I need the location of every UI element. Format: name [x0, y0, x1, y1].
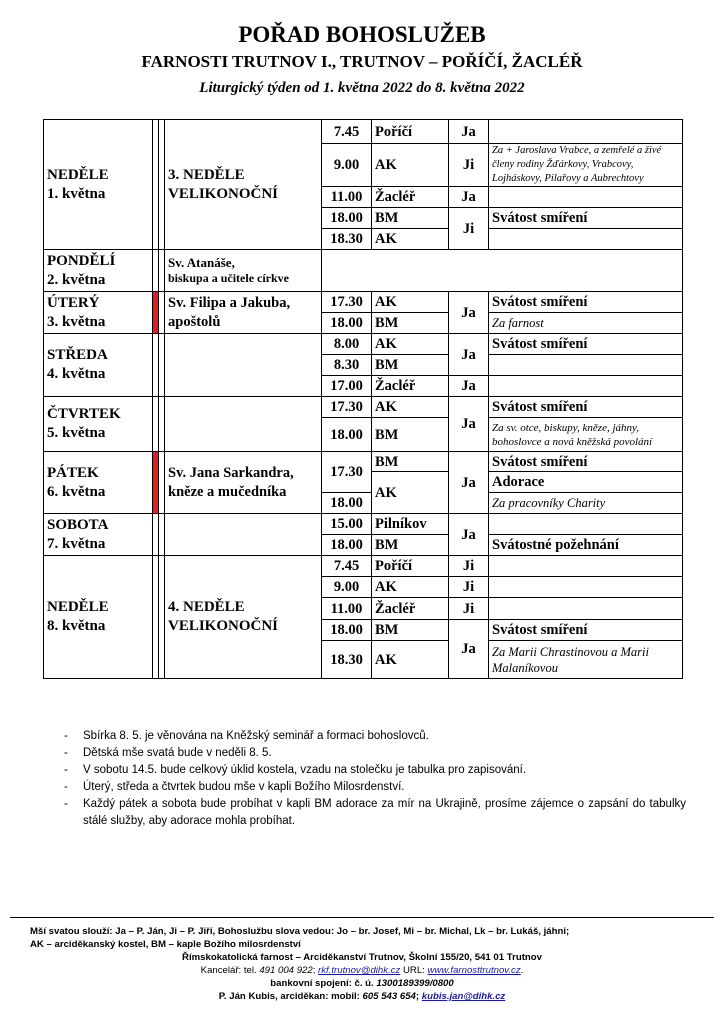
- day-cell: NEDĚLE 8. května: [44, 556, 153, 679]
- day-cell: STŘEDA 4. května: [44, 334, 153, 397]
- table-row: 11.00 Žacléř Ji: [44, 598, 683, 620]
- saint-cell: Sv. Jana Sarkandra, kněze a mučedníka: [165, 452, 322, 514]
- table-row: NEDĚLE 8. května 4. NEDĚLE VELIKONOČNÍ 7.45 Poříčí Ji: [44, 556, 683, 577]
- list-item: - Sbírka 8. 5. je věnována na Kněžský seminář a formaci bohoslovců.: [56, 728, 686, 745]
- table-row: ÚTERÝ 3. května Sv. Filipa a Jakuba, apoštolů 17.30 AK Ja Svátost smíření: [44, 292, 683, 313]
- table-row: 18.00 BM Za farnost: [44, 313, 683, 334]
- footer-divider: [10, 917, 714, 918]
- mass-intention: Za + Jaroslava Vrabce, a zemřelé a živé členy rodiny Žďárkovy, Vrabcovy, Lojháskovy, Pilařovy a Aubrechtovy: [489, 144, 683, 187]
- day-cell: ÚTERÝ 3. května: [44, 292, 153, 334]
- day-cell: PÁTEK 6. května: [44, 452, 153, 514]
- table-row: 11.00 Žacléř Ja: [44, 187, 683, 208]
- schedule-table: [43, 119, 683, 679]
- footer-legend: Mší svatou slouží: Ja – P. Ján, Ji – P. Jiří, Bohoslužbu slova vedou: Jo – br. Josef, Mi – br. Michal, Lk – br. Lukáš, jáhni;: [30, 926, 570, 937]
- table-row: PÁTEK 6. května Sv. Jana Sarkandra, kněze a mučedníka 17.30 BM Ja Svátost smíření: [44, 452, 683, 472]
- table-row: 18.00 BM Svátostné požehnání: [44, 535, 683, 556]
- feast-cell: 3. NEDĚLE VELIKONOČNÍ: [165, 120, 322, 250]
- table-row: 18.00 Za pracovníky Charity: [44, 493, 683, 514]
- day-cell: ČTVRTEK 5. května: [44, 397, 153, 452]
- list-item: - Dětská mše svatá bude v neděli 8. 5.: [56, 745, 686, 762]
- page-title: POŘAD BOHOSLUŽEB: [238, 22, 486, 47]
- table-row: 18.00 BM Ja Svátost smíření: [44, 620, 683, 641]
- table-row: ČTVRTEK 5. května 17.30 AK Ja Svátost smíření: [44, 397, 683, 418]
- page-subtitle: FARNOSTI TRUTNOV I., TRUTNOV – POŘÍČÍ, ŽACLÉŘ: [141, 52, 583, 71]
- table-row: 17.00 Žacléř Ja: [44, 376, 683, 397]
- table-row: 18.00 BM Ji Svátost smíření: [44, 208, 683, 229]
- table-row: 18.00 BM Za sv. otce, biskupy, kněze, jáhny, bohoslovce a nová kněžská povolání: [44, 418, 683, 452]
- priest-email-link[interactable]: kubis.jan@dihk.cz: [421, 991, 506, 1002]
- table-row: STŘEDA 4. května 8.00 AK Ja Svátost smíření: [44, 334, 683, 355]
- announcements-list: [56, 728, 686, 830]
- table-row: NEDĚLE 1. května 3. NEDĚLE VELIKONOČNÍ 7.45 Poříčí Ja: [44, 120, 683, 144]
- email-link[interactable]: rkf.trutnov@dihk.cz: [318, 965, 401, 976]
- table-row: 9.00 AK Ji: [44, 577, 683, 598]
- day-cell: NEDĚLE 1. května: [44, 120, 153, 250]
- footer-legend-2: AK – arciděkanský kostel, BM – kaple Božího milosrdenství: [30, 939, 301, 950]
- table-row: 9.00 AK Ji Za + Jaroslava Vrabce, a zemřelé a živé členy rodiny Žďárkovy, Vrabcovy, Lojháskovy, Pilařovy a Aubrechtovy: [44, 144, 683, 187]
- table-row: 18.30 AK: [44, 229, 683, 250]
- footer-bank: bankovní spojení: č. ú. 1300189399/0800: [270, 978, 454, 989]
- list-item: - Úterý, středa a čtvrtek budou mše v kapli Božího Milosrdenství.: [56, 779, 686, 796]
- day-cell: PONDĚLÍ 2. května: [44, 250, 153, 292]
- table-row: 18.30 AK Za Marii Chrastinovou a Marii Malaníkovou: [44, 641, 683, 679]
- website-link[interactable]: www.farnosttrutnov.cz: [427, 965, 521, 976]
- list-item: - Každý pátek a sobota bude probíhat v kapli BM adorace za mír na Ukrajině, prosíme zájemce o zapsání do tabulky stálé služby, aby adorace mohla probíhat.: [56, 796, 686, 830]
- feast-cell: 4. NEDĚLE VELIKONOČNÍ: [165, 556, 322, 679]
- day-cell: SOBOTA 7. května: [44, 514, 153, 556]
- footer-contact: Kancelář: tel. 491 004 922; rkf.trutnov@dihk.cz URL: www.farnosttrutnov.cz.: [200, 965, 524, 976]
- footer-priest: P. Ján Kubis, arciděkan: mobil: 605 543 654; kubis.jan@dihk.cz: [218, 991, 506, 1002]
- phone-number: 491 004 922: [259, 965, 313, 976]
- week-range: Liturgický týden od 1. května 2022 do 8. května 2022: [199, 80, 525, 96]
- table-row: AK Adorace: [44, 472, 683, 493]
- table-row: 8.30 BM: [44, 355, 683, 376]
- table-row: SOBOTA 7. května 15.00 Pilníkov Ja: [44, 514, 683, 535]
- saint-cell: Sv. Atanáše, biskupa a učitele církve: [165, 250, 322, 292]
- footer-parish: Římskokatolická farnost – Arciděkanství Trutnov, Školní 155/20, 541 01 Trutnov: [182, 952, 542, 963]
- list-item: - V sobotu 14.5. bude celkový úklid kostela, vzadu na stolečku je tabulka pro zapisování.: [56, 762, 686, 779]
- table-row: [44, 250, 683, 292]
- saint-cell: Sv. Filipa a Jakuba, apoštolů: [165, 292, 322, 334]
